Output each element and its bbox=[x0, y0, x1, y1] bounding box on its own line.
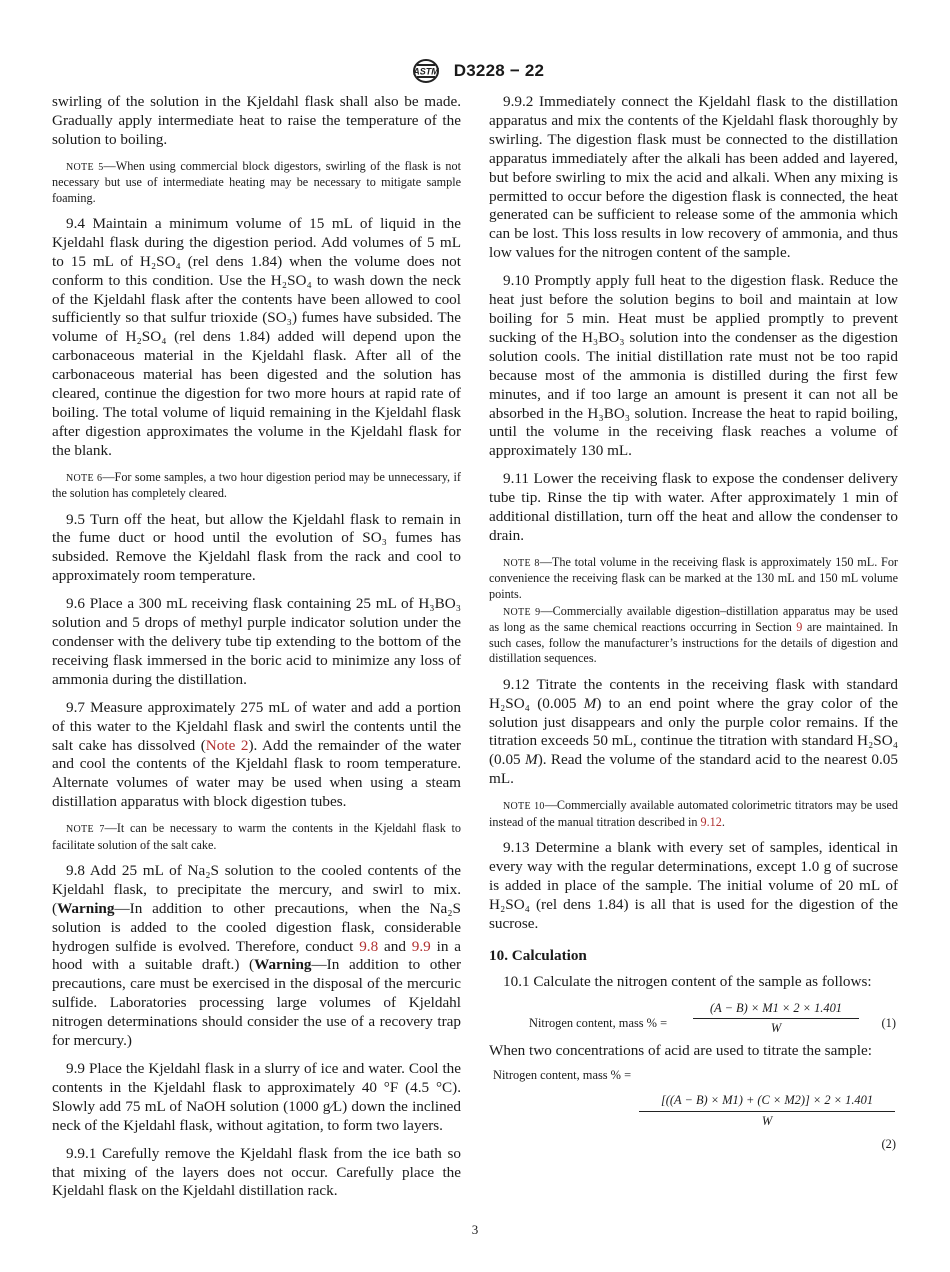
link-note-2[interactable]: Note 2 bbox=[205, 736, 249, 754]
paragraph-9-12-text-b: ) to an end point where the gray color of the solution just disappears and only the purple color remains. If the titration exceeds 50 mL, continue the titration with standard H₂SO₄ (0.05 bbox=[489, 694, 898, 769]
molarity-symbol-1: M bbox=[583, 694, 597, 712]
link-9-12[interactable]: 9.12 bbox=[700, 814, 722, 829]
equation-1 bbox=[489, 1001, 898, 1041]
astm-logo-icon bbox=[406, 58, 446, 84]
note-6 bbox=[52, 470, 461, 502]
paragraph-continued: swirling of the solution in the Kjeldahl flask shall also be made. Gradually apply intermediate heat to raise the temperature of the solution to boiling. bbox=[52, 93, 461, 148]
note-5-text: —When using commercial block digestors, swirling of the flask is not necessary but use of intermediate heating may be necessary to mitigate sample foaming. bbox=[52, 158, 462, 205]
link-9-9[interactable]: 9.9 bbox=[411, 937, 431, 955]
link-section-9[interactable]: 9 bbox=[796, 620, 803, 635]
paragraph-9-8-text-c: in a hood with a suitable draft.) ( bbox=[52, 937, 461, 974]
link-9-8[interactable]: 9.8 bbox=[359, 937, 379, 955]
paragraph-9-7-text-b: ). Add the remainder of the water and cool the contents of the Kjeldahl flask to room temperature. Alternate volumes of water may be used when using a steam distillation apparatus with block digestion tubes. bbox=[52, 736, 461, 811]
paragraph-9-8-and: and bbox=[378, 937, 412, 955]
page-header bbox=[0, 58, 950, 84]
note-10-text-b: . bbox=[721, 814, 725, 829]
molarity-symbol-2: M bbox=[525, 751, 538, 769]
paragraph-9-11: 9.11 Lower the receiving flask to expose the condenser delivery tube tip. Rinse the tip with water. After approximately 1 min of additional distillation, turn off the heat and allow the condenser to drain. bbox=[489, 470, 898, 544]
paragraph-9-8-text-a: 9.8 Add 25 mL of Na₂S solution to the cooled contents of the Kjeldahl flask, to precipitate the mercury, and swirl to mix. ( bbox=[52, 861, 461, 917]
equation-1-numerator: (A − B) × M1 × 2 × 1.401 bbox=[693, 1001, 859, 1019]
equation-2 bbox=[489, 1093, 898, 1153]
note-9 bbox=[489, 604, 898, 667]
section-heading-calculation: 10. Calculation bbox=[489, 947, 587, 965]
note-9-label: NOTE 9 bbox=[503, 607, 541, 619]
paragraph-9-6: 9.6 Place a 300 mL receiving flask containing 25 mL of H₃BO₃ solution and 5 drops of methyl purple indicator solution under the condenser with the delivery tube tip extending to the bottom of the receiving flask immersed in the boric acid to minimize any loss of ammonia during the distillation. bbox=[52, 595, 461, 688]
equation-1-number: (1) bbox=[881, 1016, 896, 1031]
right-column bbox=[489, 93, 898, 1153]
note-9-text-b: are maintained. In such cases, follow the manufacturer’s instructions for the details of digestion and distillation sequences. bbox=[489, 620, 898, 666]
warning-label-1: Warning bbox=[57, 899, 115, 917]
document-id: D3228 − 22 bbox=[453, 61, 545, 80]
note-7 bbox=[52, 821, 461, 853]
paragraph-9-7-text-a: 9.7 Measure approximately 275 mL of water and add a portion of this water to the Kjeldahl flask and swirl the contents until the salt cake has dissolved ( bbox=[52, 698, 461, 754]
warning-label-2: Warning bbox=[254, 956, 312, 974]
paragraph-9-4: 9.4 Maintain a minimum volume of 15 mL of liquid in the Kjeldahl flask during the digestion period. Add volumes of 5 mL to 15 mL of H₂SO₄ (rel dens 1.84) when the volume does not conform to this condition. Use the H₂SO₄ to wash down the neck of the Kjeldahl flask after the contents have been allowed to cool sufficiently so that sulfur trioxide (SO₃) fumes have subsided. The volume of H₂SO₄ (rel dens 1.84) added will depend upon the carbonaceous material in the Kjeldahl flask. After all of the carbonaceous material has been digested and the solution has cleared, continue the digestion for two more hours at rapid rate of boiling. The total volume of liquid remaining in the Kjeldahl flask after digestion approximates the volume in the Kjeldahl flask for the blank. bbox=[52, 214, 461, 459]
note-10-text-a: —Commercially available automated colorimetric titrators may be used instead of the manual titration described in bbox=[489, 798, 898, 829]
note-8-label: NOTE 8 bbox=[503, 557, 540, 569]
equation-2-numerator: [((A − B) × M1) + (C × M2)] × 2 × 1.401 bbox=[639, 1093, 895, 1112]
paragraph-9-13: 9.13 Determine a blank with every set of samples, identical in every way with the regular determinations, except 1.0 g of sucrose is added in place of the sample. The initial volume of 20 mL of H₂SO₄ (rel dens 1.84) is all that is used for the digestion of the sucrose. bbox=[489, 838, 898, 932]
page-number: 3 bbox=[471, 1222, 479, 1237]
equation-1-denominator: W bbox=[770, 1021, 782, 1036]
note-9-text-a: —Commercially available digestion–distillation apparatus may be used as long as the same chemical reactions occurring in Section bbox=[489, 604, 898, 635]
paragraph-9-12 bbox=[489, 676, 898, 789]
paragraph-9-9-2: 9.9.2 Immediately connect the Kjeldahl flask to the distillation apparatus and mix the contents of the Kjeldahl flask thoroughly by swirling. The digestion flask must be connected to the distillation apparatus immediately after the alkali has been added and layered, but before swirling to mix the acid and alkali. When any mixing is permitted to occur before the digestion flask is connected, the heat generated can be sufficient to release some of the ammonia which can be lost. This loss results in low recovery of ammonia, and thus low values for the nitrogen content of the sample. bbox=[489, 93, 898, 262]
note-10 bbox=[489, 798, 898, 830]
paragraph-9-5: 9.5 Turn off the heat, but allow the Kjeldahl flask to remain in the fume duct or hood until the evolution of SO₃ fumes has subsided. Remove the Kjeldahl flask from the rack and cool to approximately room temperature. bbox=[52, 510, 461, 585]
paragraph-9-8-text-d: —In addition to other precautions, care must be exercised in the disposal of the mercuric sulfide. Laboratories processing large volumes of Kjeldahl nitrogen determinations should consider the use of a recovery trap for mercury.) bbox=[52, 956, 462, 1050]
paragraph-10-1: 10.1 Calculate the nitrogen content of the sample as follows: bbox=[503, 973, 872, 991]
note-8 bbox=[489, 555, 898, 602]
left-column bbox=[52, 93, 461, 1210]
note-5 bbox=[52, 159, 461, 206]
equation-1-fraction bbox=[693, 1001, 859, 1036]
paragraph-9-10: 9.10 Promptly apply full heat to the digestion flask. Reduce the heat just before the solution begins to boil and maintain at low boiling for 5 min. Heat must be applied promptly to prevent sucking of the H₃BO₃ solution into the condenser as the digestion solution cools. The initial distillation rate must not be too rapid because most of the ammonia is distilled during the first few minutes, and if too large an amount is present it can not all be absorbed in the H₃BO₃ solution. Increase the heat to rapid boiling, until the volume in the receiving flask reaches a volume of approximately 130 mL. bbox=[489, 272, 898, 460]
paragraph-9-12-text-a: 9.12 Titrate the contents in the receiving flask with standard H₂SO₄ (0.005 bbox=[489, 675, 898, 712]
note-6-label: NOTE 6 bbox=[66, 472, 103, 484]
paragraph-9-9-1: 9.9.1 Carefully remove the Kjeldahl flask from the ice bath so that mixing of the layers does not occur. Carefully place the Kjeldahl flask on the Kjeldahl distillation rack. bbox=[52, 1144, 461, 1200]
paragraph-9-8-text-b: —In addition to other precautions, when the Na₂S solution is added to the cooled digestion flask, considerable hydrogen sulfide is evolved. Therefore, conduct bbox=[52, 899, 461, 955]
note-5-label: NOTE 5 bbox=[66, 161, 104, 173]
paragraph-9-9: 9.9 Place the Kjeldahl flask in a slurry of ice and water. Cool the contents in the Kjeldahl flask to approximately 40 °F (4.5 °C). Slowly add 75 mL of NaOH solution (1000 g⁄L) down the inclined neck of the Kjeldahl flask, without agitation, to form two layers. bbox=[52, 1060, 461, 1134]
paragraph-two-concentrations: When two concentrations of acid are used to titrate the sample: bbox=[489, 1042, 872, 1060]
equation-2-label: Nitrogen content, mass % = bbox=[493, 1068, 632, 1083]
astm-logo-text: ASTM bbox=[413, 66, 439, 77]
equation-1-label: Nitrogen content, mass % = bbox=[529, 1016, 668, 1031]
note-10-label: NOTE 10 bbox=[503, 801, 545, 813]
paragraph-9-12-text-c: ). Read the volume of the standard acid to the nearest 0.05 mL. bbox=[489, 751, 898, 788]
note-7-label: NOTE 7 bbox=[66, 824, 105, 836]
paragraph-9-8 bbox=[52, 862, 461, 1051]
note-6-text: —For some samples, a two hour digestion period may be unnecessary, if the solution has completely cleared. bbox=[52, 469, 461, 501]
equation-2-denominator: W bbox=[761, 1114, 773, 1129]
note-7-text: —It can be necessary to warm the contents in the Kjeldahl flask to facilitate solution of the salt cake. bbox=[52, 821, 461, 852]
equation-2-number: (2) bbox=[881, 1137, 896, 1152]
equation-2-fraction bbox=[639, 1093, 895, 1129]
note-8-text: —The total volume in the receiving flask is approximately 150 mL. For convenience the receiving flask can be marked at the 130 mL and 150 mL volume points. bbox=[489, 554, 898, 601]
paragraph-9-7 bbox=[52, 699, 461, 812]
